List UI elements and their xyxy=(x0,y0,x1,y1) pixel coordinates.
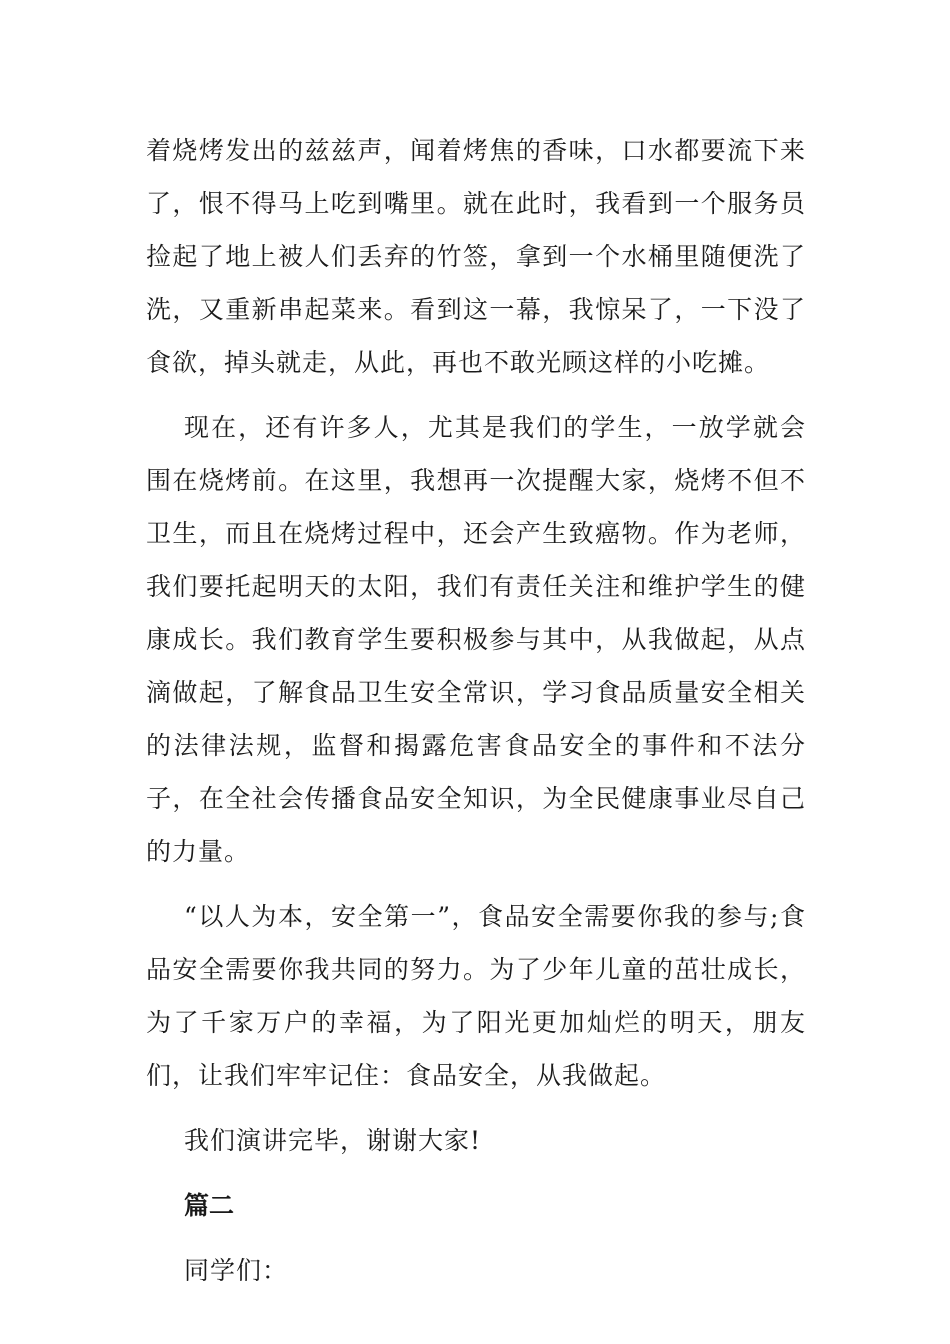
paragraph-closing: 我们演讲完毕，谢谢大家! xyxy=(184,1126,482,1155)
document-page xyxy=(146,124,806,1297)
paragraph-gap xyxy=(146,878,806,890)
paragraph-safety-first: “以人为本，安全第一”，食品安全需要你我的参与;食品安全需要你我共同的努力。为了少年儿童的茁壮成长，为了千家万户的幸福，为了阳光更加灿烂的明天，朋友们，让我们牢牢记住：食品安全，从我做起。 xyxy=(146,902,806,1090)
paragraph-gap xyxy=(146,389,806,401)
section-heading: 篇二 xyxy=(184,1191,235,1220)
greeting-line: 同学们： xyxy=(184,1256,289,1285)
paragraph-continuation: 着烧烤发出的兹兹声，闻着烤焦的香味，口水都要流下来了，恨不得马上吃到嘴里。就在此时，我看到一个服务员捡起了地上被人们丢弃的竹签，拿到一个水桶里随便洗了洗，又重新串起菜来。看到这一幕，我惊呆了，一下没了食欲，掉头就走，从此，再也不敢光顾这样的小吃摊。 xyxy=(146,136,806,377)
paragraph-barbecue-warning: 现在，还有许多人，尤其是我们的学生，一放学就会围在烧烤前。在这里，我想再一次提醒大家，烧烤不但不卫生，而且在烧烤过程中，还会产生致癌物。作为老师，我们要托起明天的太阳，我们有责任关注和维护学生的健康成长。我们教育学生要积极参与其中，从我做起，从点滴做起，了解食品卫生安全常识，学习食品质量安全相关的法律法规，监督和揭露危害食品安全的事件和不法分子，在全社会传播食品安全知识，为全民健康事业尽自己的力量。 xyxy=(146,413,806,866)
paragraph-gap xyxy=(146,1167,806,1179)
paragraph-gap xyxy=(146,1102,806,1114)
paragraph-gap xyxy=(146,1232,806,1244)
